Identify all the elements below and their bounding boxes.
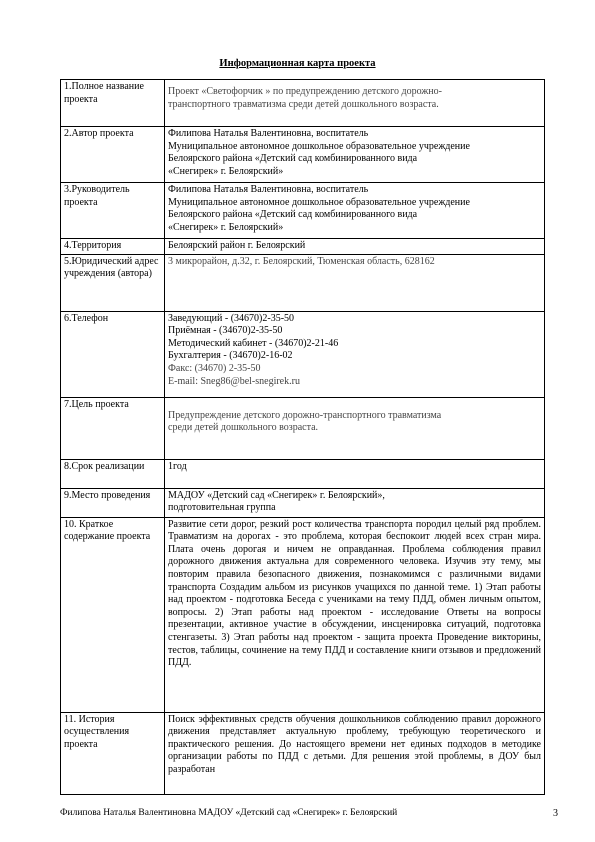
value-line: Проект «Светофорчик » по предупреждению детского дорожно- xyxy=(168,86,442,97)
table-row xyxy=(61,517,545,712)
row-value xyxy=(165,397,545,459)
table-row xyxy=(61,127,545,183)
page-footer: Филипова Наталья Валентиновна МАДОУ «Детский сад «Снегирек» г. Белоярский xyxy=(60,808,398,818)
table-row xyxy=(61,80,545,127)
value-line: МАДОУ «Детский сад «Снегирек» г. Белоярский», xyxy=(168,489,385,501)
row-value xyxy=(165,488,545,517)
document-title: Информационная карта проекта xyxy=(219,58,376,69)
value-line: Бухгалтерия - (34670)2-16-02 xyxy=(168,350,293,362)
value-line: Приёмная - (34670)2-35-50 xyxy=(168,325,283,337)
value-line: Заведующий - (34670)2-35-50 xyxy=(168,312,295,324)
value-line: Белоярского района «Детский сад комбинированного вида xyxy=(168,153,418,165)
row-value: Развитие сети дорог, резкий рост количества транспорта породил целый ряд проблем. Травматизм на дорогах - это проблема, которая беспокоит людей всех стран мира. Плата очень дорогая и ничем не оправданная. Проблема соблюдения правил дорожного движения актуальна для современного человека. Изучив эту тему, мы повторим правила безопасного движения, познакомимся с различными видами транспорта Создадим альбом из рисунков учащихся по данной теме. 1) Этап работы над проектом - подготовка Беседа с учениками на тему ПДД, обмен личным опытом, вопросы. 2) Этап работы над проектом - исследование Ответы на вопросы презентации, активное участие в обсуждении, инсценировка ситуаций, подготовка стенгазеты. 3) Этап работы над проектом - защита проекта Проведение викторины, тестов, таблицы, сочинение на тему ПДД и составление книги отзывов и предложений ПДД. xyxy=(165,517,545,712)
value-line: Филипова Наталья Валентиновна, воспитатель xyxy=(168,128,369,139)
value-line: 3 микрорайон, д.32, г. Белоярский, Тюменская область, 628162 xyxy=(168,255,435,267)
value-line: среди детей дошкольного возраста. xyxy=(168,422,319,434)
table-row xyxy=(61,254,545,311)
row-label: 7.Цель проекта xyxy=(61,397,165,459)
row-label: 5.Юридический адрес учреждения (автора) xyxy=(61,254,165,311)
row-label: 8.Срок реализации xyxy=(61,459,165,488)
value-line: Предупреждение детского дорожно-транспортного травматизма xyxy=(168,409,442,421)
value-line: Факс: (34670) 2-35-50 xyxy=(168,362,261,374)
row-value xyxy=(165,311,545,397)
value-line: Муниципальное автономное дошкольное образовательное учреждение xyxy=(168,140,470,152)
row-label: 1.Полное название проекта xyxy=(61,80,165,127)
row-value xyxy=(165,254,545,311)
row-label: 6.Телефон xyxy=(61,311,165,397)
row-value xyxy=(165,80,545,127)
value-line: Филипова Наталья Валентиновна, воспитатель xyxy=(168,184,369,195)
row-label: 9.Место проведения xyxy=(61,488,165,517)
table-row xyxy=(61,239,545,255)
value-line: «Снегирек» г. Белоярский» xyxy=(168,165,284,177)
row-label: 3.Руководитель проекта xyxy=(61,183,165,239)
row-label: 2.Автор проекта xyxy=(61,127,165,183)
value-line: «Снегирек» г. Белоярский» xyxy=(168,221,284,233)
value-line: E-mail: Sneg86@bel-snegirek.ru xyxy=(168,375,300,387)
row-value xyxy=(165,239,545,255)
value-line: транспортного травматизма среди детей дошкольного возраста. xyxy=(168,98,439,110)
project-info-table xyxy=(60,79,545,795)
value-line: 1год xyxy=(168,460,187,472)
table-row xyxy=(61,459,545,488)
row-value: Поиск эффективных средств обучения дошкольников соблюдению правил дорожного движения представляет актуальную проблему, требующую теоретического и практического решения. До настоящего времени нет единых подходов в методике организации работы по ПДД с детьми. Для решения этой проблемы, в ДОУ был разработан xyxy=(165,712,545,794)
table-row xyxy=(61,311,545,397)
row-label: 11. История осуществления проекта xyxy=(61,712,165,794)
value-line: Белоярского района «Детский сад комбинированного вида xyxy=(168,209,418,221)
row-value xyxy=(165,183,545,239)
value-line: Белоярский район г. Белоярский xyxy=(168,240,306,251)
table-row xyxy=(61,712,545,794)
row-label: 10. Краткое содержание проекта xyxy=(61,517,165,712)
table-row xyxy=(61,488,545,517)
page-number: 3 xyxy=(553,808,558,819)
table-row xyxy=(61,183,545,239)
row-value xyxy=(165,127,545,183)
row-value xyxy=(165,459,545,488)
value-line: Методический кабинет - (34670)2-21-46 xyxy=(168,337,339,349)
table-row xyxy=(61,397,545,459)
value-line: подготовительная группа xyxy=(168,502,276,514)
value-line: Муниципальное автономное дошкольное образовательное учреждение xyxy=(168,196,470,208)
row-label: 4.Территория xyxy=(61,239,165,255)
